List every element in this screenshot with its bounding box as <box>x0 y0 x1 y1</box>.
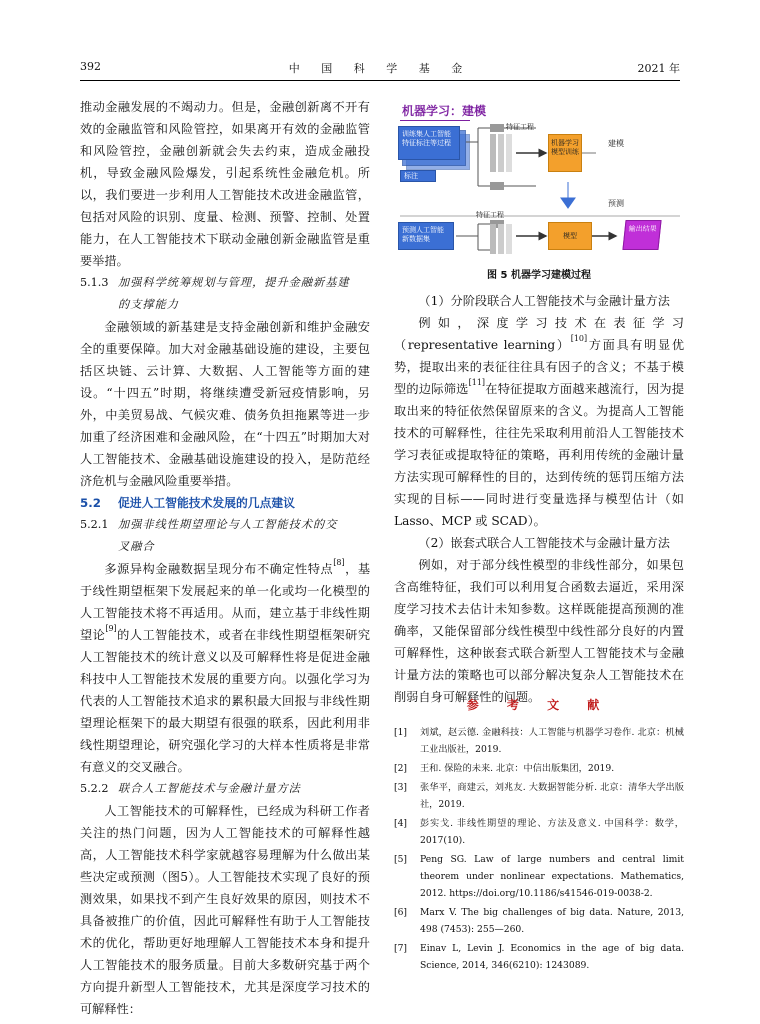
subheading-1: （1）分阶段联合人工智能技术与金融计量方法 <box>418 294 670 308</box>
paragraph: 金融领域的新基建是支持金融创新和维护金融安全的重要保障。加大对金融基础设施的建设，主要包括区块链、云计算、大数据、人工智能等方面的建设。“十四五”时期，将继续遭受新冠疫情影响，另外，中美贸易战、气候灾难、债务负担拖累等进一步加重了经济困难和金融风险，在“十四五”时期加大对人工智能技术、金融基础设施建设的投入，是防范经济危机与金融风险重要举措。 <box>80 320 370 488</box>
references-heading: 参 考 文 献 <box>466 698 612 712</box>
section-number: 5.1.3 <box>80 276 109 289</box>
ref-text: Einav L, Levin J. Economics in the age of big data. Science, 2014, 346(6210): 1243089. <box>420 943 684 971</box>
modeling-label: 建模 <box>608 139 624 148</box>
paragraph: 人工智能技术的可解释性，已经成为科研工作者关注的热门问题，因为人工智能技术的可解释性越高，人工智能技术科学家就越容易理解为什么做出某些决定或预测（图5）。人工智能技术实现了良好的预测效果，如果找不到产生良好效果的原因，则技术不具备被推广的价值，因此可解释性有助于人工智能技术的优化，帮助更好地理解人工智能技术本身和提升人工智能技术的服务质量。目前大多数研究基于两个方向提升新型人工智能技术，尤其是深度学习技术的可解释性： <box>80 804 370 1016</box>
ref-text: 刘斌，赵云德. 金融科技：人工智能与机器学习卷作. 北京：机械工业出版社，2019. <box>420 727 684 755</box>
figure-title: 机器学习：建模 <box>402 104 487 118</box>
paragraph: 例如，对于部分线性模型的非线性部分，如果包含高维特征，我们可以利用复合函数去逼近，采用深度学习技术去估计未知参数。这样既能提高预测的准确率，又能保留部分线性模型中线性部分良好的内置可解释性，这种嵌套式联合新型人工智能技术与金融计量方法的策略也可以部分解决复杂人工智能技术在削弱自身可解释性的问题。 <box>394 558 684 704</box>
reference-item <box>394 815 684 849</box>
figure-5 <box>396 98 684 268</box>
section-title: 加强科学统筹规划与管理，提升金融新基建 <box>118 276 350 289</box>
citation[interactable]: [8] <box>333 558 345 567</box>
ref-number: [6] <box>394 907 408 918</box>
section-number: 5.2.2 <box>80 782 109 795</box>
journal-year: 2021 年 <box>637 62 680 75</box>
section-title: 加强非线性期望理论与人工智能技术的交 <box>118 518 338 531</box>
section-5-2-heading <box>80 492 370 514</box>
section-title-cont: 的支撑能力 <box>118 298 179 311</box>
text-run: 在特征提取方面越来越流行，因为提取出来的特征依然保留原来的含义。为提高人工智能技术的可解释性，往往先采取利用前沿人工智能技术学习表征或提取特征的策略，再利用传统的金融计量方法实现可解释性的目的，达到传统的惩罚压缩方法实现的目标——同时进行变量选择与模型估计（如 Lasso、MCP 或 SCAD）。 <box>394 382 685 528</box>
citation[interactable]: [10] <box>570 334 588 343</box>
journal-name: 中 国 科 学 基 金 <box>288 62 472 75</box>
reference-item <box>394 779 684 813</box>
prediction-label: 预测 <box>608 199 624 208</box>
reference-item <box>394 724 684 758</box>
ml-training-box: 机器学习模型训练 <box>548 134 582 172</box>
citation[interactable]: [9] <box>105 624 117 633</box>
ref-text[interactable]: Peng SG. Law of large numbers and central limit theorem under nonlinear expectations. Mathematics, 2012. https://doi.org/10.1186/s41546-019-0038-2. <box>420 854 684 899</box>
reference-item <box>394 940 684 974</box>
section-5-2-1-heading <box>80 514 370 558</box>
section-5-2-2-heading <box>80 778 370 800</box>
ref-text: Marx V. The big challenges of big data. Nature, 2013, 498 (7453): 255—260. <box>420 907 684 935</box>
header-rule <box>80 80 680 81</box>
ref-text: 彭实戈. 非线性期望的理论、方法及意义. 中国科学：数学，2017(10). <box>420 818 684 846</box>
ref-number: [3] <box>394 782 408 793</box>
text-run: 的人工智能技术，或者在非线性期望框架研究人工智能技术的统计意义以及可解释性将是促进金融科技中人工智能技术发展的重要方向。以强化学习为代表的人工智能技术追求的累积最大回报与非线性期望理论框架下的最大期望有很强的联系，因此利用非线性期望理论，研究强化学习的大样本性质将是非常有意义的交叉融合。 <box>80 628 371 774</box>
output-box: 输出结果 <box>622 220 661 250</box>
section-title-cont: 叉融合 <box>118 540 155 553</box>
ref-number: [5] <box>394 854 408 865</box>
ref-text: 张华平，商建云，刘兆友. 大数据智能分析. 北京：清华大学出版社，2019. <box>420 782 684 810</box>
paragraph <box>394 312 684 532</box>
ref-number: [7] <box>394 943 408 954</box>
feature-engineering-label: 特征工程 <box>506 123 534 131</box>
text-run: ，基于线性期望框架下发展起来的单一化或均一化模型的人工智能技术将不再适用。从而，建立基于非线性期望论 <box>80 562 371 642</box>
ref-text: 王和. 保险的未来. 北京：中信出版集团，2019. <box>420 763 615 774</box>
right-column <box>394 290 684 708</box>
reference-item <box>394 904 684 938</box>
text-run: 例如，深度学习技术在表征学习（representative learning） <box>394 316 684 352</box>
page-number: 392 <box>80 60 101 73</box>
reference-item <box>394 851 684 902</box>
reference-item <box>394 760 684 777</box>
paragraph <box>80 558 370 778</box>
text-run: 多源异构金融数据呈现分布不确定性特点 <box>104 562 334 576</box>
text-run: 方面具有明显优势，提取出来的表征往往具有因子的含义；不基于模型的边际筛选 <box>394 338 685 396</box>
paragraph: 推动金融发展的不竭动力。但是，金融创新离不开有效的金融监管和风险管控，如果离开有效的金融监管和风险管控，金融创新就会失去约束，造成金融投机，导致金融风险爆发，引起系统性金融危机。所以，我们要进一步利用人工智能技术改进金融监管，包括对风险的识别、度量、检测、预警、控制、处置能力，在人工智能技术下联动金融创新金融监管是重要举措。 <box>80 100 370 268</box>
section-title: 联合人工智能技术与金融计量方法 <box>118 782 301 795</box>
model-box: 模型 <box>548 222 592 250</box>
figure-caption: 图 5 机器学习建模过程 <box>487 270 591 281</box>
training-data-box: 训练集人工智能特征标注等过程 <box>398 126 460 160</box>
references-list <box>394 724 684 976</box>
ref-number: [1] <box>394 727 408 738</box>
citation[interactable]: [11] <box>468 378 486 387</box>
feature-engineering-label-2: 特征工程 <box>476 211 504 219</box>
label-data-box: 标注 <box>400 170 436 182</box>
subheading-2: （2）嵌套式联合人工智能技术与金融计量方法 <box>418 536 670 550</box>
section-title: 促进人工智能技术发展的几点建议 <box>118 496 295 510</box>
section-number: 5.2.1 <box>80 518 109 531</box>
new-data-box: 预测人工智能新数据集 <box>398 222 454 250</box>
ref-number: [2] <box>394 763 408 774</box>
section-number: 5.2 <box>80 496 101 510</box>
left-column <box>80 96 370 1020</box>
section-5-1-3-heading <box>80 272 370 316</box>
ref-number: [4] <box>394 818 408 829</box>
